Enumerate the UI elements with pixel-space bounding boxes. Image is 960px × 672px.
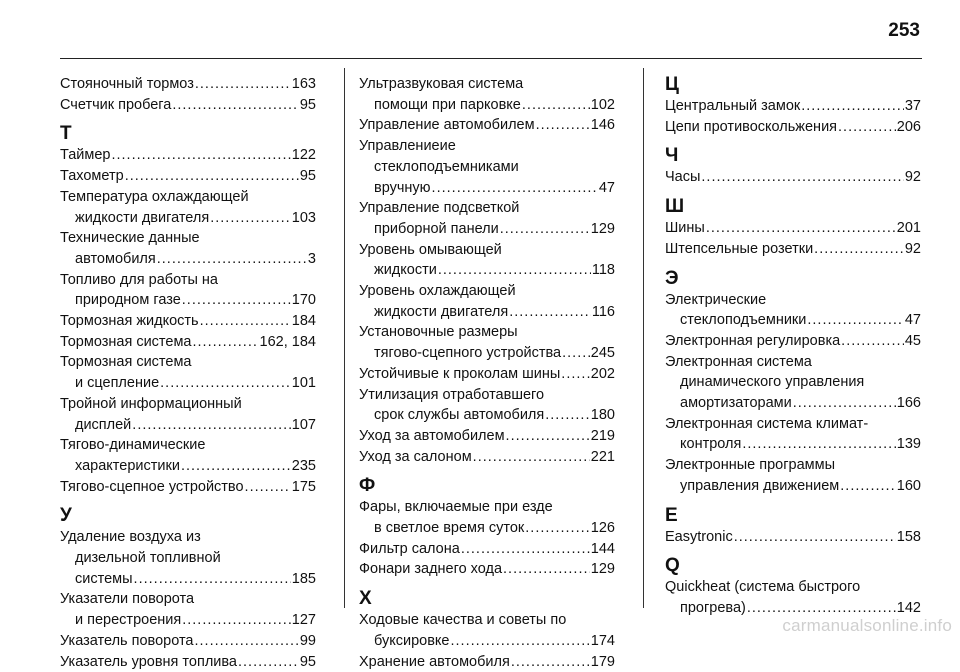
entry-term: Цепи противоскольжения [665, 118, 838, 135]
dot-leader [451, 631, 590, 652]
index-column-1 [60, 74, 316, 672]
entry-term: системы [75, 570, 133, 587]
entry-term: в светлое время суток [374, 520, 525, 537]
index-entry [60, 166, 316, 187]
dot-leader [181, 456, 291, 477]
index-entry [665, 414, 921, 455]
index-letter-heading: Х [359, 588, 372, 610]
entry-term: Часы [665, 169, 701, 186]
entry-page: 166 [896, 395, 921, 412]
index-entry [60, 228, 316, 269]
entry-term: Электрические [665, 291, 767, 308]
entry-term: Штепсельные розетки [665, 240, 814, 257]
entry-term: динамического управления [680, 374, 865, 391]
entry-page: 99 [299, 632, 316, 649]
dot-leader [238, 652, 299, 672]
entry-term: Счетчик пробега [60, 96, 172, 113]
entry-page: 103 [291, 209, 316, 226]
dot-leader [506, 426, 590, 447]
dot-leader [814, 239, 904, 260]
entry-page: 92 [904, 240, 921, 257]
entry-page: 139 [896, 436, 921, 453]
index-entry [359, 539, 615, 560]
dot-leader [461, 539, 590, 560]
index-entry [359, 497, 615, 538]
index-entry [359, 610, 615, 651]
dot-leader [838, 117, 896, 138]
entry-term: Управление подсветкой [359, 200, 520, 217]
entry-page: 144 [590, 540, 615, 557]
entry-term: Ходовые качества и советы по [359, 612, 567, 629]
index-entry [359, 559, 615, 580]
entry-term: характеристики [75, 457, 180, 474]
dot-leader [210, 208, 291, 229]
entry-page: 163 [291, 76, 316, 92]
index-entry [359, 240, 615, 281]
entry-term: срок службы автомобиля [374, 407, 545, 424]
page-number: 253 [888, 20, 920, 41]
index-entry [359, 136, 615, 198]
index-entry [359, 115, 615, 136]
entry-page: 219 [590, 427, 615, 444]
entry-term: Фары, включаемые при езде [359, 499, 553, 516]
entry-page: 184 [291, 313, 316, 330]
index-group [665, 505, 921, 548]
entry-term: прогрева) [680, 599, 746, 616]
dot-leader [157, 249, 307, 270]
entry-page: 47 [598, 179, 615, 196]
index-entry [665, 218, 921, 239]
dot-leader [160, 373, 291, 394]
index-entry [60, 270, 316, 311]
entry-term: Уровень охлаждающей [359, 283, 516, 300]
entry-page: 116 [591, 303, 615, 320]
dot-leader [132, 415, 291, 436]
entry-page: 126 [590, 520, 615, 537]
index-entry [60, 311, 316, 332]
dot-leader [182, 290, 291, 311]
index-entry [665, 239, 921, 260]
index-entry [60, 352, 316, 393]
entry-page: 95 [299, 96, 316, 113]
index-group [359, 588, 615, 672]
index-letter-heading: Ч [665, 145, 679, 167]
index-entry [60, 74, 316, 95]
index-column-2 [359, 74, 615, 672]
index-group [359, 475, 615, 580]
dot-leader [801, 96, 904, 117]
index-entry [60, 589, 316, 630]
entry-term: Easytronic [665, 528, 733, 545]
index-entry [665, 527, 921, 548]
dot-leader [509, 302, 591, 323]
entry-term: амортизаторами [680, 395, 792, 412]
dot-leader [522, 95, 590, 116]
dot-leader [195, 74, 291, 95]
entry-page: 180 [590, 407, 615, 424]
dot-leader [525, 518, 590, 539]
entry-term: помощи при парковке [374, 96, 521, 113]
entry-term: Указатель поворота [60, 632, 194, 649]
dot-leader [511, 652, 590, 672]
index-entry [359, 385, 615, 426]
index-entry [359, 652, 615, 672]
dot-leader [536, 115, 590, 136]
entry-term: буксировке [374, 632, 450, 649]
entry-page: 107 [291, 416, 316, 433]
entry-page: 127 [291, 612, 316, 629]
index-letter-heading: Ш [665, 196, 685, 218]
entry-term: Электронная система [665, 353, 812, 370]
entry-term: стеклоподъемниками [374, 158, 519, 175]
entry-page: 160 [896, 477, 921, 494]
entry-term: автомобиля [75, 250, 156, 267]
dot-leader [840, 476, 896, 497]
index-entry [60, 394, 316, 435]
entry-term: и перестроения [75, 612, 182, 629]
entry-term: Управлениеие [359, 138, 456, 155]
dot-leader [545, 405, 590, 426]
index-group [665, 145, 921, 188]
entry-term: Quickheat (система быстрого [665, 579, 861, 596]
entry-page: 122 [291, 147, 316, 164]
dot-leader [562, 343, 590, 364]
index-letter-heading: Q [665, 555, 680, 577]
entry-page: 206 [896, 118, 921, 135]
index-letter-heading: Т [60, 123, 72, 145]
entry-term: жидкости двигателя [75, 209, 210, 226]
entry-page: 95 [299, 168, 316, 185]
dot-leader [245, 477, 291, 498]
index-entry [359, 426, 615, 447]
index-letter-heading: Ф [359, 475, 376, 497]
entry-term: жидкости [374, 262, 437, 279]
index-entry [665, 96, 921, 117]
column-divider [643, 68, 644, 608]
entry-page: 102 [590, 96, 615, 113]
index-entry [359, 74, 615, 115]
entry-term: Утилизация отработавшего [359, 386, 545, 403]
entry-term: управления движением [680, 477, 840, 494]
entry-term: Фильтр салона [359, 540, 460, 557]
entry-term: Тягово-сцепное устройство [60, 478, 244, 495]
index-entry [359, 281, 615, 322]
index-group [60, 123, 316, 497]
index-column-3 [665, 74, 921, 619]
dot-leader [182, 610, 291, 631]
index-letter-heading: Ц [665, 74, 679, 95]
entry-term: Фонари заднего хода [359, 561, 503, 578]
entry-term: Уровень омывающей [359, 241, 502, 258]
index-entry [665, 290, 921, 331]
index-group [665, 74, 921, 137]
entry-term: Ультразвуковая система [359, 76, 524, 92]
index-letter-heading: E [665, 504, 678, 526]
index-group [60, 74, 316, 115]
dot-leader [500, 219, 590, 240]
entry-term: дизельной топливной [75, 550, 221, 567]
entry-page: 101 [291, 375, 316, 392]
dot-leader [432, 178, 598, 199]
index-entry [60, 145, 316, 166]
entry-term: Уход за автомобилем [359, 427, 505, 444]
entry-page: 92 [904, 169, 921, 186]
index-entry [60, 95, 316, 116]
index-entry [60, 477, 316, 498]
entry-term: Электронная регулировка [665, 332, 841, 349]
dot-leader [438, 260, 591, 281]
entry-page: 3 [307, 250, 316, 267]
entry-term: Удаление воздуха из [60, 529, 201, 546]
entry-page: 129 [590, 561, 615, 578]
index-letter-heading: У [60, 505, 72, 527]
dot-leader [195, 631, 299, 652]
entry-page: 158 [896, 528, 921, 545]
entry-term: контроля [680, 436, 742, 453]
dot-leader [111, 145, 290, 166]
entry-term: тягово-сцепного устройства [374, 345, 562, 362]
entry-page: 142 [896, 599, 921, 616]
entry-page: 47 [904, 312, 921, 329]
dot-leader [701, 167, 903, 188]
index-entry [665, 577, 921, 618]
index-group [359, 74, 615, 467]
entry-term: Управление автомобилем [359, 117, 535, 134]
entry-term: Тахометр [60, 168, 124, 185]
entry-term: Технические данные [60, 230, 200, 247]
dot-leader [734, 527, 896, 548]
entry-term: Стояночный тормоз [60, 76, 194, 92]
index-entry [60, 527, 316, 589]
entry-term: Тормозная система [60, 354, 192, 371]
index-entry [359, 447, 615, 468]
index-entry [359, 322, 615, 363]
entry-term: Тормозная жидкость [60, 313, 199, 330]
entry-page: 174 [590, 632, 615, 649]
dot-leader [706, 218, 896, 239]
index-entry [60, 435, 316, 476]
watermark: carmanualsonline.info [782, 616, 952, 635]
entry-page: 221 [590, 448, 615, 465]
index-group [665, 555, 921, 618]
dot-leader [841, 331, 904, 352]
entry-page: 170 [291, 292, 316, 309]
index-entry [60, 187, 316, 228]
entry-page: 185 [291, 570, 316, 587]
entry-term: природном газе [75, 292, 181, 309]
index-entry [60, 332, 316, 353]
entry-term: вручную [374, 179, 431, 196]
dot-leader [172, 95, 299, 116]
column-divider [344, 68, 345, 608]
entry-term: Устойчивые к проколам шины [359, 365, 561, 382]
index-entry [359, 198, 615, 239]
entry-term: и сцепление [75, 375, 160, 392]
entry-page: 175 [291, 478, 316, 495]
index-entry [665, 331, 921, 352]
entry-term: Уход за салоном [359, 448, 472, 465]
entry-page: 146 [590, 117, 615, 134]
entry-page: 235 [291, 457, 316, 474]
entry-term: Тягово-динамические [60, 437, 206, 454]
entry-page: 95 [299, 653, 316, 670]
dot-leader [742, 434, 895, 455]
index-entry [665, 352, 921, 414]
dot-leader [125, 166, 299, 187]
entry-term: приборной панели [374, 220, 499, 237]
entry-term: Таймер [60, 147, 111, 164]
entry-page: 179 [590, 653, 615, 670]
dot-leader [200, 311, 291, 332]
dot-leader [193, 332, 259, 353]
index-group [60, 505, 316, 672]
entry-page: 37 [904, 98, 921, 114]
index-letter-heading: Э [665, 267, 679, 289]
entry-page: 45 [904, 332, 921, 349]
entry-term: Тормозная система [60, 333, 192, 350]
top-rule [60, 58, 922, 59]
index-entry [665, 117, 921, 138]
entry-page: 118 [591, 262, 615, 279]
index-entry [665, 167, 921, 188]
entry-term: Центральный замок [665, 98, 801, 114]
entry-term: Температура охлаждающей [60, 188, 249, 205]
entry-term: дисплей [75, 416, 132, 433]
dot-leader [503, 559, 590, 580]
index-entry [60, 652, 316, 672]
entry-term: Тройной информационный [60, 395, 242, 412]
index-group [665, 196, 921, 259]
dot-leader [561, 364, 590, 385]
dot-leader [473, 447, 590, 468]
entry-term: Хранение автомобиля [359, 653, 510, 670]
entry-term: Электронные программы [665, 457, 836, 474]
entry-page: 202 [590, 365, 615, 382]
entry-term: Указатель уровня топлива [60, 653, 237, 670]
index-group [665, 268, 921, 497]
entry-term: жидкости двигателя [374, 303, 509, 320]
entry-term: Указатели поворота [60, 591, 195, 608]
dot-leader [793, 393, 896, 414]
index-entry [359, 364, 615, 385]
entry-term: Электронная система климат- [665, 415, 869, 432]
dot-leader [134, 569, 291, 590]
entry-page: 245 [590, 345, 615, 362]
entry-term: Установочные размеры [359, 324, 518, 341]
dot-leader [807, 310, 903, 331]
entry-page: 201 [896, 220, 921, 237]
entry-term: стеклоподъемники [680, 312, 807, 329]
index-entry [665, 455, 921, 496]
entry-term: Топливо для работы на [60, 271, 218, 288]
entry-page: 129 [590, 220, 615, 237]
entry-term: Шины [665, 220, 705, 237]
entry-page: 162, 184 [259, 333, 316, 350]
index-entry [60, 631, 316, 652]
